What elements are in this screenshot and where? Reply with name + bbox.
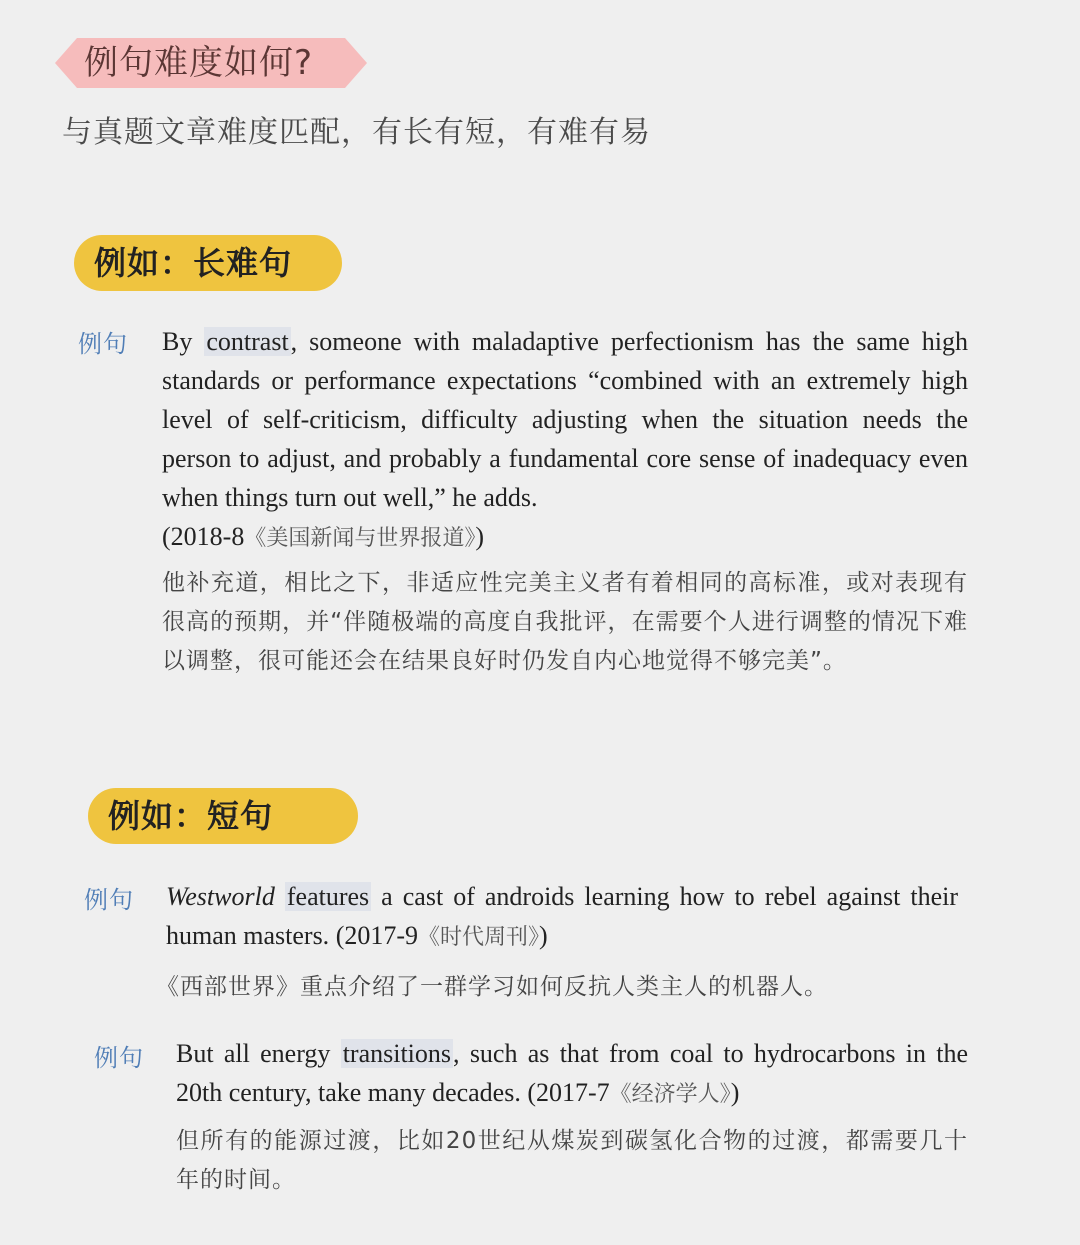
page-subtitle: 与真题文章难度匹配，有长有短，有难有易: [62, 115, 651, 150]
source-year: (2017-9: [329, 921, 419, 950]
example-sentence: [166, 877, 958, 957]
example-label: 例句: [84, 886, 134, 914]
section-tag-short-sentence: 例如：短句: [88, 788, 358, 844]
source-close: ): [730, 1078, 740, 1107]
highlighted-word: features: [286, 882, 370, 911]
source-publication: 《时代周刊》: [418, 925, 540, 950]
sentence-text: But all energy: [176, 1039, 341, 1068]
source-close: ): [539, 921, 548, 950]
example-label: 例句: [78, 330, 128, 358]
sentence-text: a cast of androids learning how to rebel against their human masters.: [166, 882, 958, 950]
italic-title: Westworld: [166, 882, 275, 911]
source-year: (2017-7: [520, 1078, 610, 1107]
sentence-text: , such as that from coal to hydrocarbons in the 20th century, take many decades.: [176, 1039, 968, 1107]
page-title: 例句难度如何?: [84, 43, 314, 83]
source-close: ): [475, 522, 485, 551]
highlighted-word: contrast: [206, 327, 289, 356]
source-year: (2018-8: [162, 522, 245, 551]
example-translation: 但所有的能源过渡，比如20世纪从煤炭到碳氢化合物的过渡，都需要几十年的时间。: [176, 1128, 968, 1193]
example-sentence: [176, 1034, 968, 1114]
sentence-text: [275, 882, 285, 911]
example-translation: 他补充道，相比之下，非适应性完美主义者有着相同的高标准，或对表现有很高的预期，并“伴随极端的高度自我批评，在需要个人进行调整的情况下难以调整，很可能还会在结果良好时仍发自内心地觉得不够完美”。: [162, 570, 968, 674]
section-tag-long-sentence: 例如：长难句: [74, 235, 342, 291]
highlighted-word: transitions: [342, 1039, 452, 1068]
example-label: 例句: [94, 1044, 144, 1072]
source-publication: 《美国新闻与世界报道》: [244, 526, 476, 551]
sentence-text: , someone with maladaptive perfectionism has the same high standards or performance expectations “combined with an extremely high level of self-criticism, difficulty adjusting when the situation needs the person to adjust, and probably a fundamental core sense of inadequacy even when things turn out well,” he adds.: [162, 327, 968, 512]
example-translation: 《西部世界》重点介绍了一群学习如何反抗人类主人的机器人。: [156, 974, 828, 1000]
sentence-text: By: [162, 327, 205, 356]
example-sentence: [162, 322, 968, 558]
source-publication: 《经济学人》: [609, 1082, 731, 1107]
